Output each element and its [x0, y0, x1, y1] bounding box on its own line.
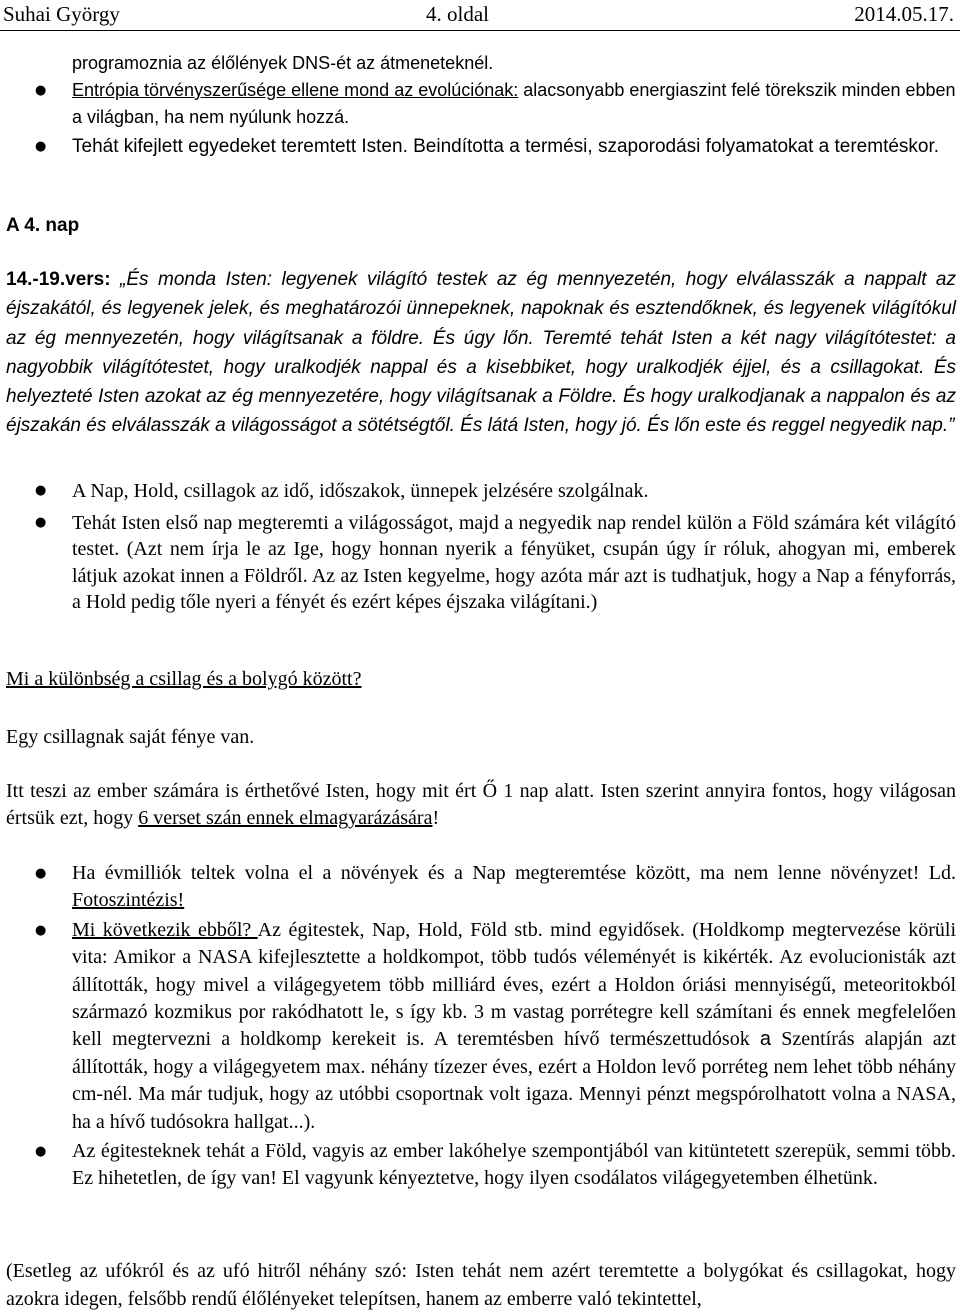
- explanation-underlined: 6 verset szán ennek elmagyarázására: [138, 807, 433, 829]
- header-date: 2014.05.17.: [854, 2, 954, 26]
- intro-bullet-list-2: [0, 133, 960, 161]
- header-author: Suhai György: [3, 2, 120, 26]
- explanation-before: Itt teszi az ember számára is érthetővé Isten, hogy mit ért Ő 1 nap alatt. Isten szerint annyira fontos, hogy világosan értsük ezt, hogy: [6, 780, 956, 829]
- intro-continuation: programoznia az élőlények DNS-ét az átmeneteknél.: [72, 53, 494, 73]
- answer-section: [6, 723, 960, 751]
- verse-reference: 14.-19.vers:: [6, 269, 121, 290]
- list-item: [0, 860, 960, 915]
- verse-text: „És monda Isten: legyenek világító testek az ég mennyezetén, hogy elválasszák a nappalt az éjszakától, és legyenek jelek, és meghatározói ünnepeknek, napoknak és esztendőknek, és legyenek világítókul az ég mennyezetén, hogy világítsanak a földre. És úgy lőn. Teremté tehát Isten a két nagy világítótestet: a nagyobbik világítótestet, hogy uralkodjék nappal és a kisebbiket, hogy uralkodjék éjjel, és a csillagokat. És helyezteté Isten azokat az ég mennyezetére, hogy világítsanak a Földre. És hogy uralkodjanak a nappalon és az éjszakán és elválasszák a világosságot a sötétségtől. És látá Isten, hogy jó. És lőn este és reggel negyedik nap.”: [6, 269, 956, 437]
- moon-lander-text-a: Az égitestek, Nap, Hold, Föld stb. mind egyidősek. (Holdkomp megtervezése körüli vita: Amikor a NASA kifejlesztette a holdkompot, több tudós véleményét is kikérték. Az evolucionisták azt állították, hogy mivel a világegyetem több milliárd éves, ezért a Holdon óriási mennyiségű, meteoritokból származó kozmikus por rakódhatott le, s így kb. 3 m vastag porrétegre kell számítani és ennek megfelelően kell megtervezni a holdkomp kerekeit is. A teremtésben hívő természettudósok: [72, 918, 956, 1051]
- intro-section: [0, 50, 960, 161]
- explanation-after: !: [432, 807, 440, 829]
- list-item: [0, 917, 960, 1136]
- moon-lander-article: a: [759, 1028, 772, 1051]
- closing-paragraph: (Esetleg az ufókról és az ufó hitről néhány szó: Isten tehát nem azért teremtette a bolygókat és csillagokat, hogy azokra idegen, felsőbb rendű élőlényeket telepítsen, hanem az emberre való tekintettel,: [6, 1260, 956, 1310]
- moon-lander-text-b: Szentírás alapján azt állították, hogy a világegyetem max. néhány tízezer éves, ezért a Holdon levő porréteg nem lehet több néhány cm-nél. Ma már tudjuk, hogy az utóbbi csoportnak volt igaza. Mennyi pénzt megspórolhatott volna a NASA, ha a hívő tudósokra hallgat...).: [72, 1028, 957, 1133]
- day-heading: A 4. nap: [6, 215, 80, 236]
- answer-text: Egy csillagnak saját fénye van.: [6, 726, 255, 748]
- question-text: Mi a különbség a csillag és a bolygó között?: [6, 668, 362, 690]
- entropy-rest: alacsonyabb energiaszint felé törekszik minden ebben a világban, ha nem nyúlunk hozzá.: [72, 80, 956, 127]
- list-item: ● Az égitesteknek tehát a Föld, vagyis az ember lakóhelye szempontjából van kitüntetett szerepük, semmi több. Ez hihetetlen, de így van! El vagyunk kényeztetve, hogy ilyen csodálatos világegyetemben élhetünk.: [0, 1138, 960, 1193]
- photosynthesis-text: Ha évmilliók teltek volna el a növények és a Nap megteremtése között, ma nem lenne növényzet! Ld.: [72, 862, 956, 884]
- consequences-section: [0, 860, 960, 1193]
- intro-bullet-list: [0, 77, 960, 131]
- entropy-underlined: Entrópia törvényszerűsége ellene mond az evolúciónak:: [72, 80, 519, 100]
- photosynthesis-link[interactable]: Fotoszintézis!: [72, 889, 185, 912]
- header-page-number: 4. oldal: [426, 2, 489, 26]
- explanation-paragraph: [6, 778, 956, 832]
- question-section: [6, 665, 960, 693]
- list-item: [0, 77, 960, 131]
- verse-block: [6, 265, 956, 441]
- page-header: [0, 0, 960, 31]
- list-item: ● Tehát Isten első nap megteremti a világosságot, majd a negyedik nap rendel külön a Föld számára két világító testet. (Azt nem írja le az Ige, hogy honnan nyerik a fényüket, csupán úgy ír róluk, ahogyan mi, emberek látjuk azokat innen a Földről. Az az Isten kegyelme, hogy azóta már azt is tudhatjuk, hogy a Nap a fényforrás, a Hold pedig tőle nyeri a fényét és ezért képes éjszaka világítani.): [0, 510, 960, 616]
- consequence-question: Mi következik ebből?: [72, 918, 258, 941]
- list-item: ● A Nap, Hold, csillagok az idő, időszakok, ünnepek jelzésére szolgálnak.: [0, 478, 960, 505]
- points-section: [0, 478, 960, 616]
- list-item: ● Tehát kifejlett egyedeket teremtett Isten. Beindította a termési, szaporodási folyamatokat a teremtéskor.: [0, 133, 960, 161]
- consequences-list: [0, 860, 960, 1193]
- points-list: [0, 478, 960, 616]
